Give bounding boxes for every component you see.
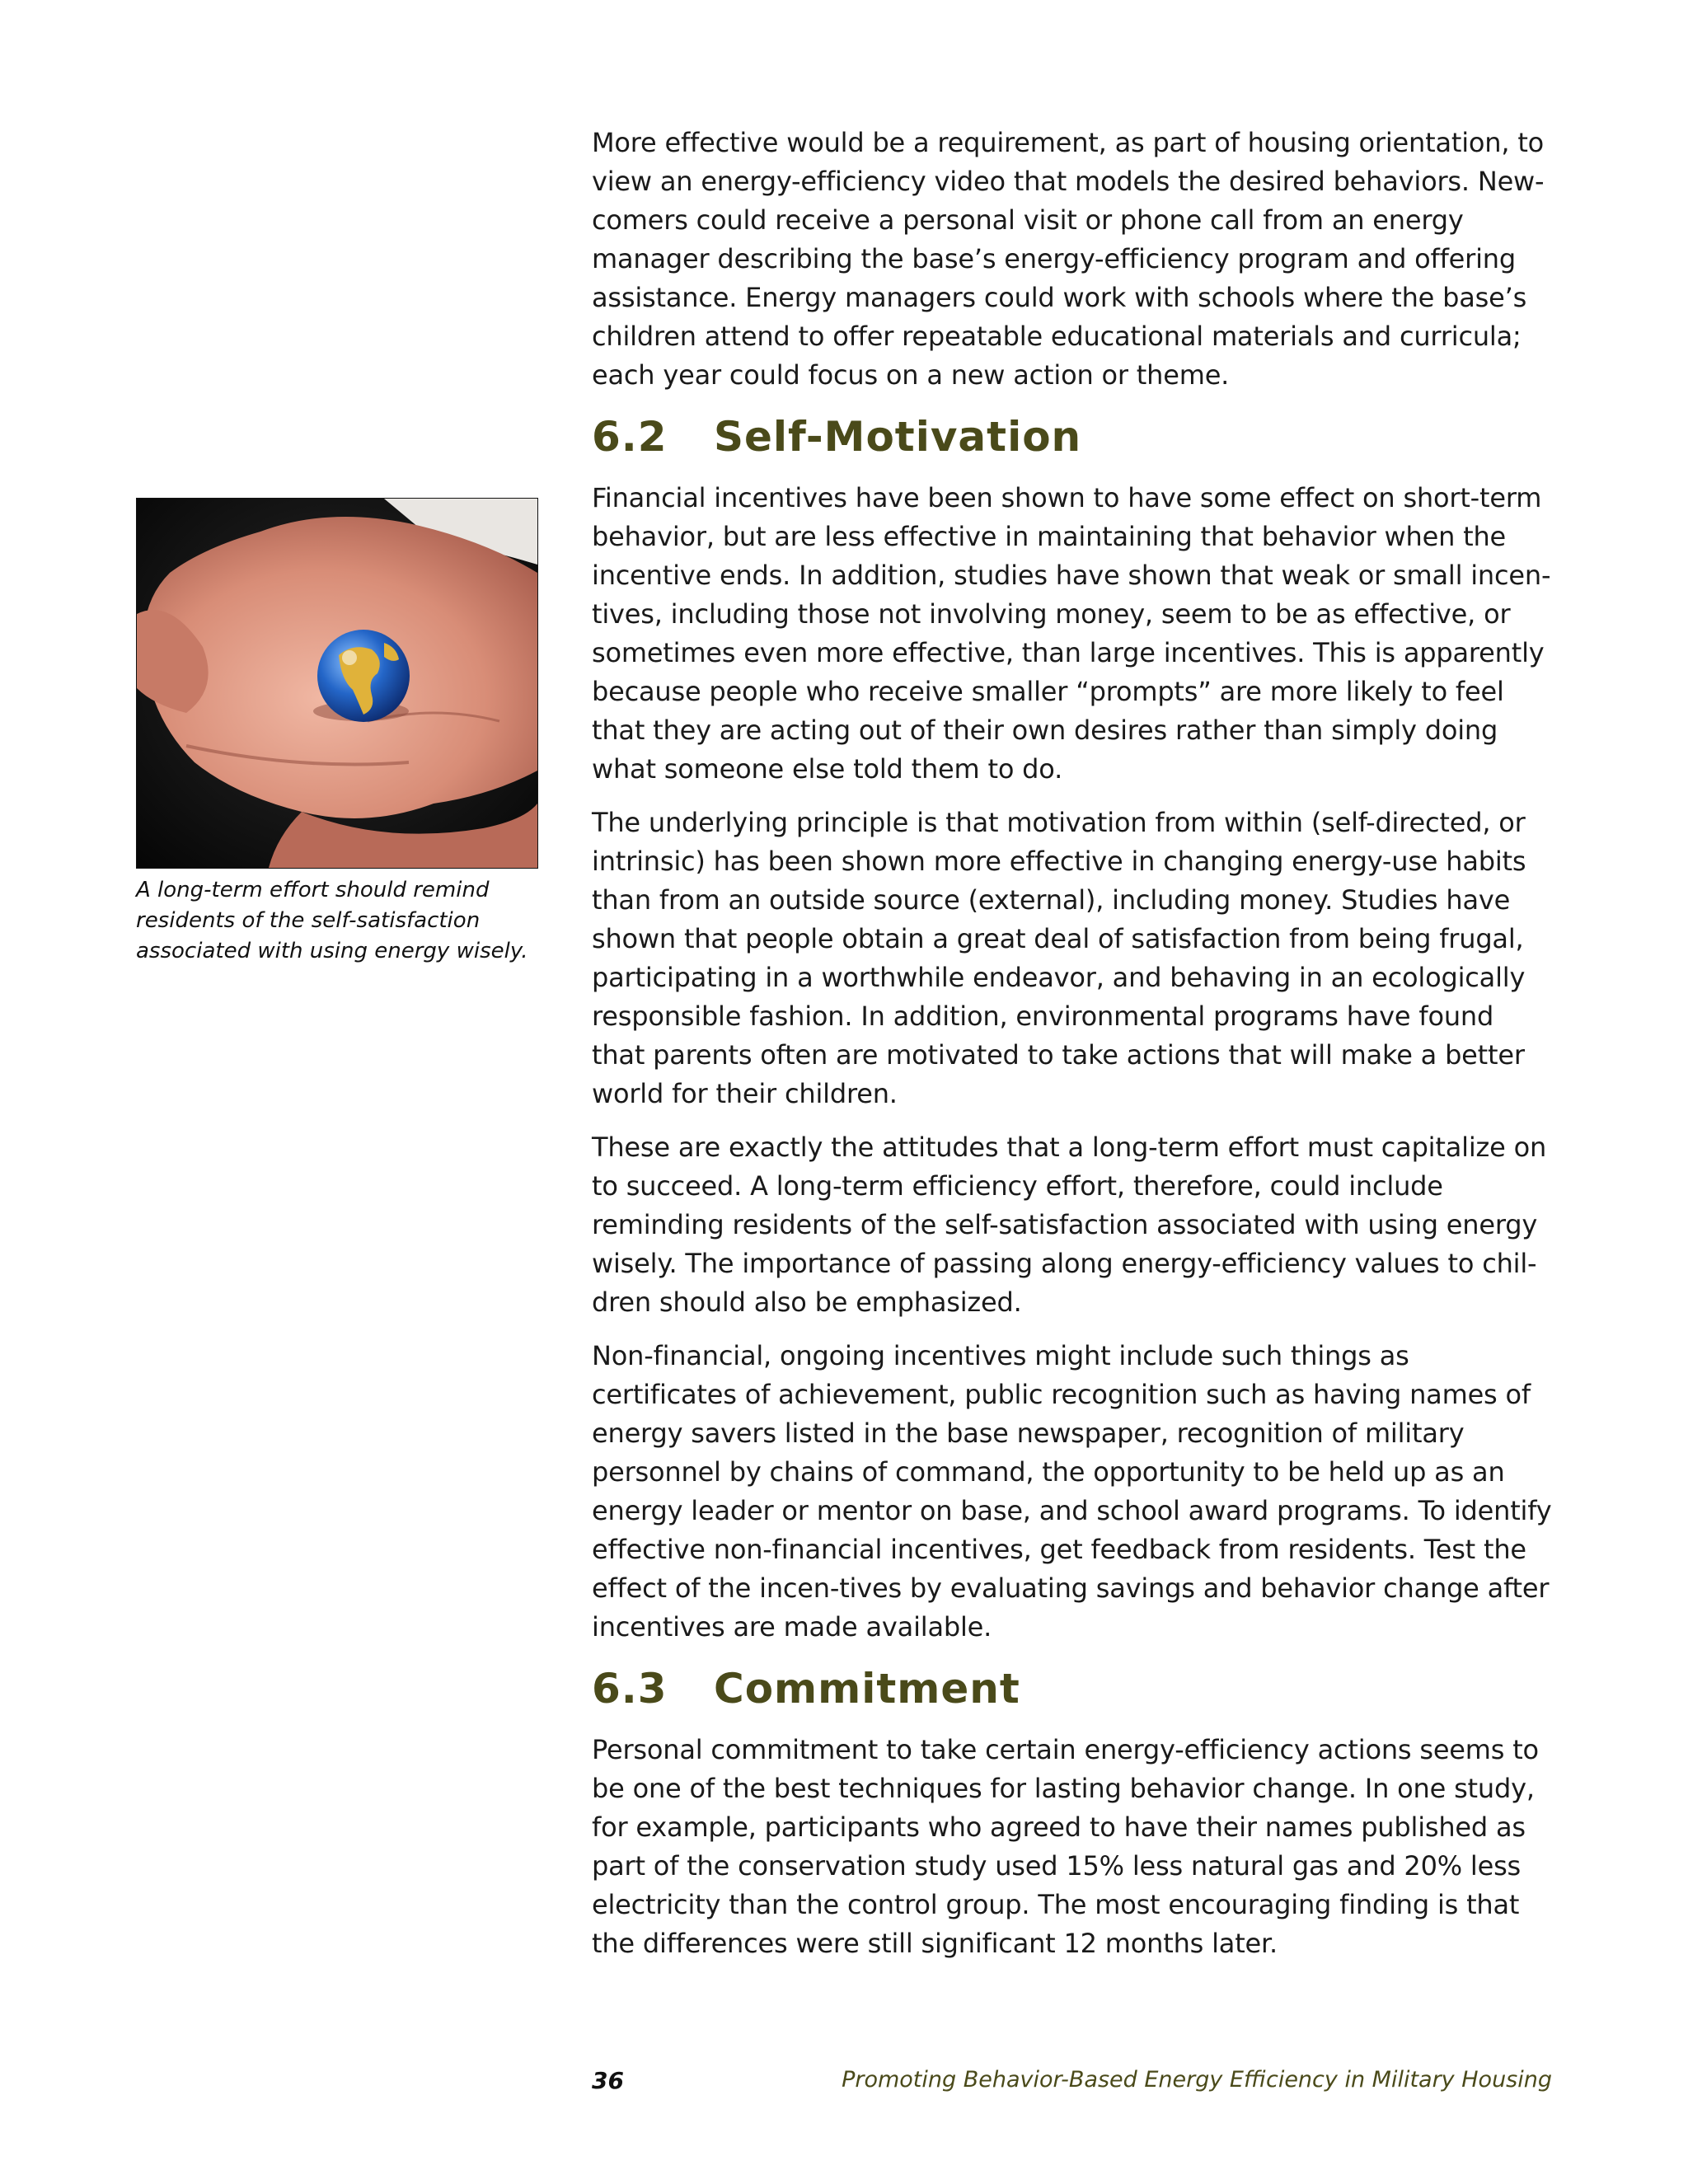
section-number: 6.2	[592, 413, 668, 461]
photo-caption: A long-term effort should remind residents of the self-satisfaction associated with using energy wisely.	[136, 878, 528, 963]
section-heading-commitment	[592, 1663, 1552, 1714]
self-motivation-paragraph-1: Financial incentives have been shown to have some effect on short-term behavior, but are less effective in maintaining that behavior when the incentive ends. In addition, studies have shown that weak or small incen-tives, including those not involving money, seem to be as effective, or sometimes even more effective, than large incentives. This is apparently because people who receive smaller “prompts” are more likely to feel that they are acting out of their own desires rather than simply doing what someone else told them to do.	[592, 482, 1551, 785]
section-title: Commitment	[714, 1665, 1020, 1713]
section-number: 6.3	[592, 1665, 668, 1713]
commitment-paragraph-1: Personal commitment to take certain energy-efficiency actions seems to be one of the best techniques for lasting behavior change. In one study, for example, participants who agreed to have their names published as part of the conservation study used 15% less natural gas and 20% less electricity than the control group. The most encouraging finding is that the differences were still significant 12 months later.	[592, 1734, 1539, 1959]
section-title: Self-Motivation	[714, 413, 1082, 461]
intro-paragraph: More effective would be a requirement, as part of housing orientation, to view an energy-efficiency video that models the desired behaviors. New-comers could receive a personal visit or phone call from an energy manager describing the base’s energy-efficiency program and offering assistance. Energy managers could work with schools where the base’s children attend to offer repeatable educational materials and curricula; each year could focus on a new action or theme.	[592, 127, 1545, 391]
sidebar-figure	[136, 498, 538, 967]
page-number: 36	[592, 2067, 624, 2094]
self-motivation-paragraph-4: Non-financial, ongoing incentives might include such things as certificates of achievement, public recognition such as having names of energy savers listed in the base newspaper, recognition of military personnel by chains of command, the opportunity to be held up as an energy leader or mentor on base, and school award programs. To identify effective non-financial incentives, get feedback from residents. Test the effect of the incen-tives by evaluating savings and behavior change after incentives are made available.	[592, 1340, 1552, 1643]
page-footer	[592, 2067, 1552, 2100]
hand-holding-globe-marble-photo	[136, 498, 538, 869]
main-column	[592, 124, 1552, 1978]
section-heading-self-motivation	[592, 411, 1552, 462]
self-motivation-paragraph-2: The underlying principle is that motivation from within (self-directed, or intrinsic) has been shown more effective in changing energy-use habits than from an outside source (external), including money. Studies have shown that people obtain a great deal of satisfaction from being frugal, participating in a worthwhile endeavor, and behaving in an ecologically responsible fashion. In addition, environmental programs have found that parents often are motivated to take actions that will make a better world for their children.	[592, 807, 1526, 1109]
running-title: Promoting Behavior-Based Energy Efficiency in Military Housing	[842, 2067, 1552, 2093]
self-motivation-paragraph-3: These are exactly the attitudes that a long-term effort must capitalize on to succeed. A long-term efficiency effort, therefore, could include reminding residents of the self-satisfaction associated with using energy wisely. The importance of passing along energy-efficiency values to chil-dren should also be emphasized.	[592, 1132, 1547, 1318]
